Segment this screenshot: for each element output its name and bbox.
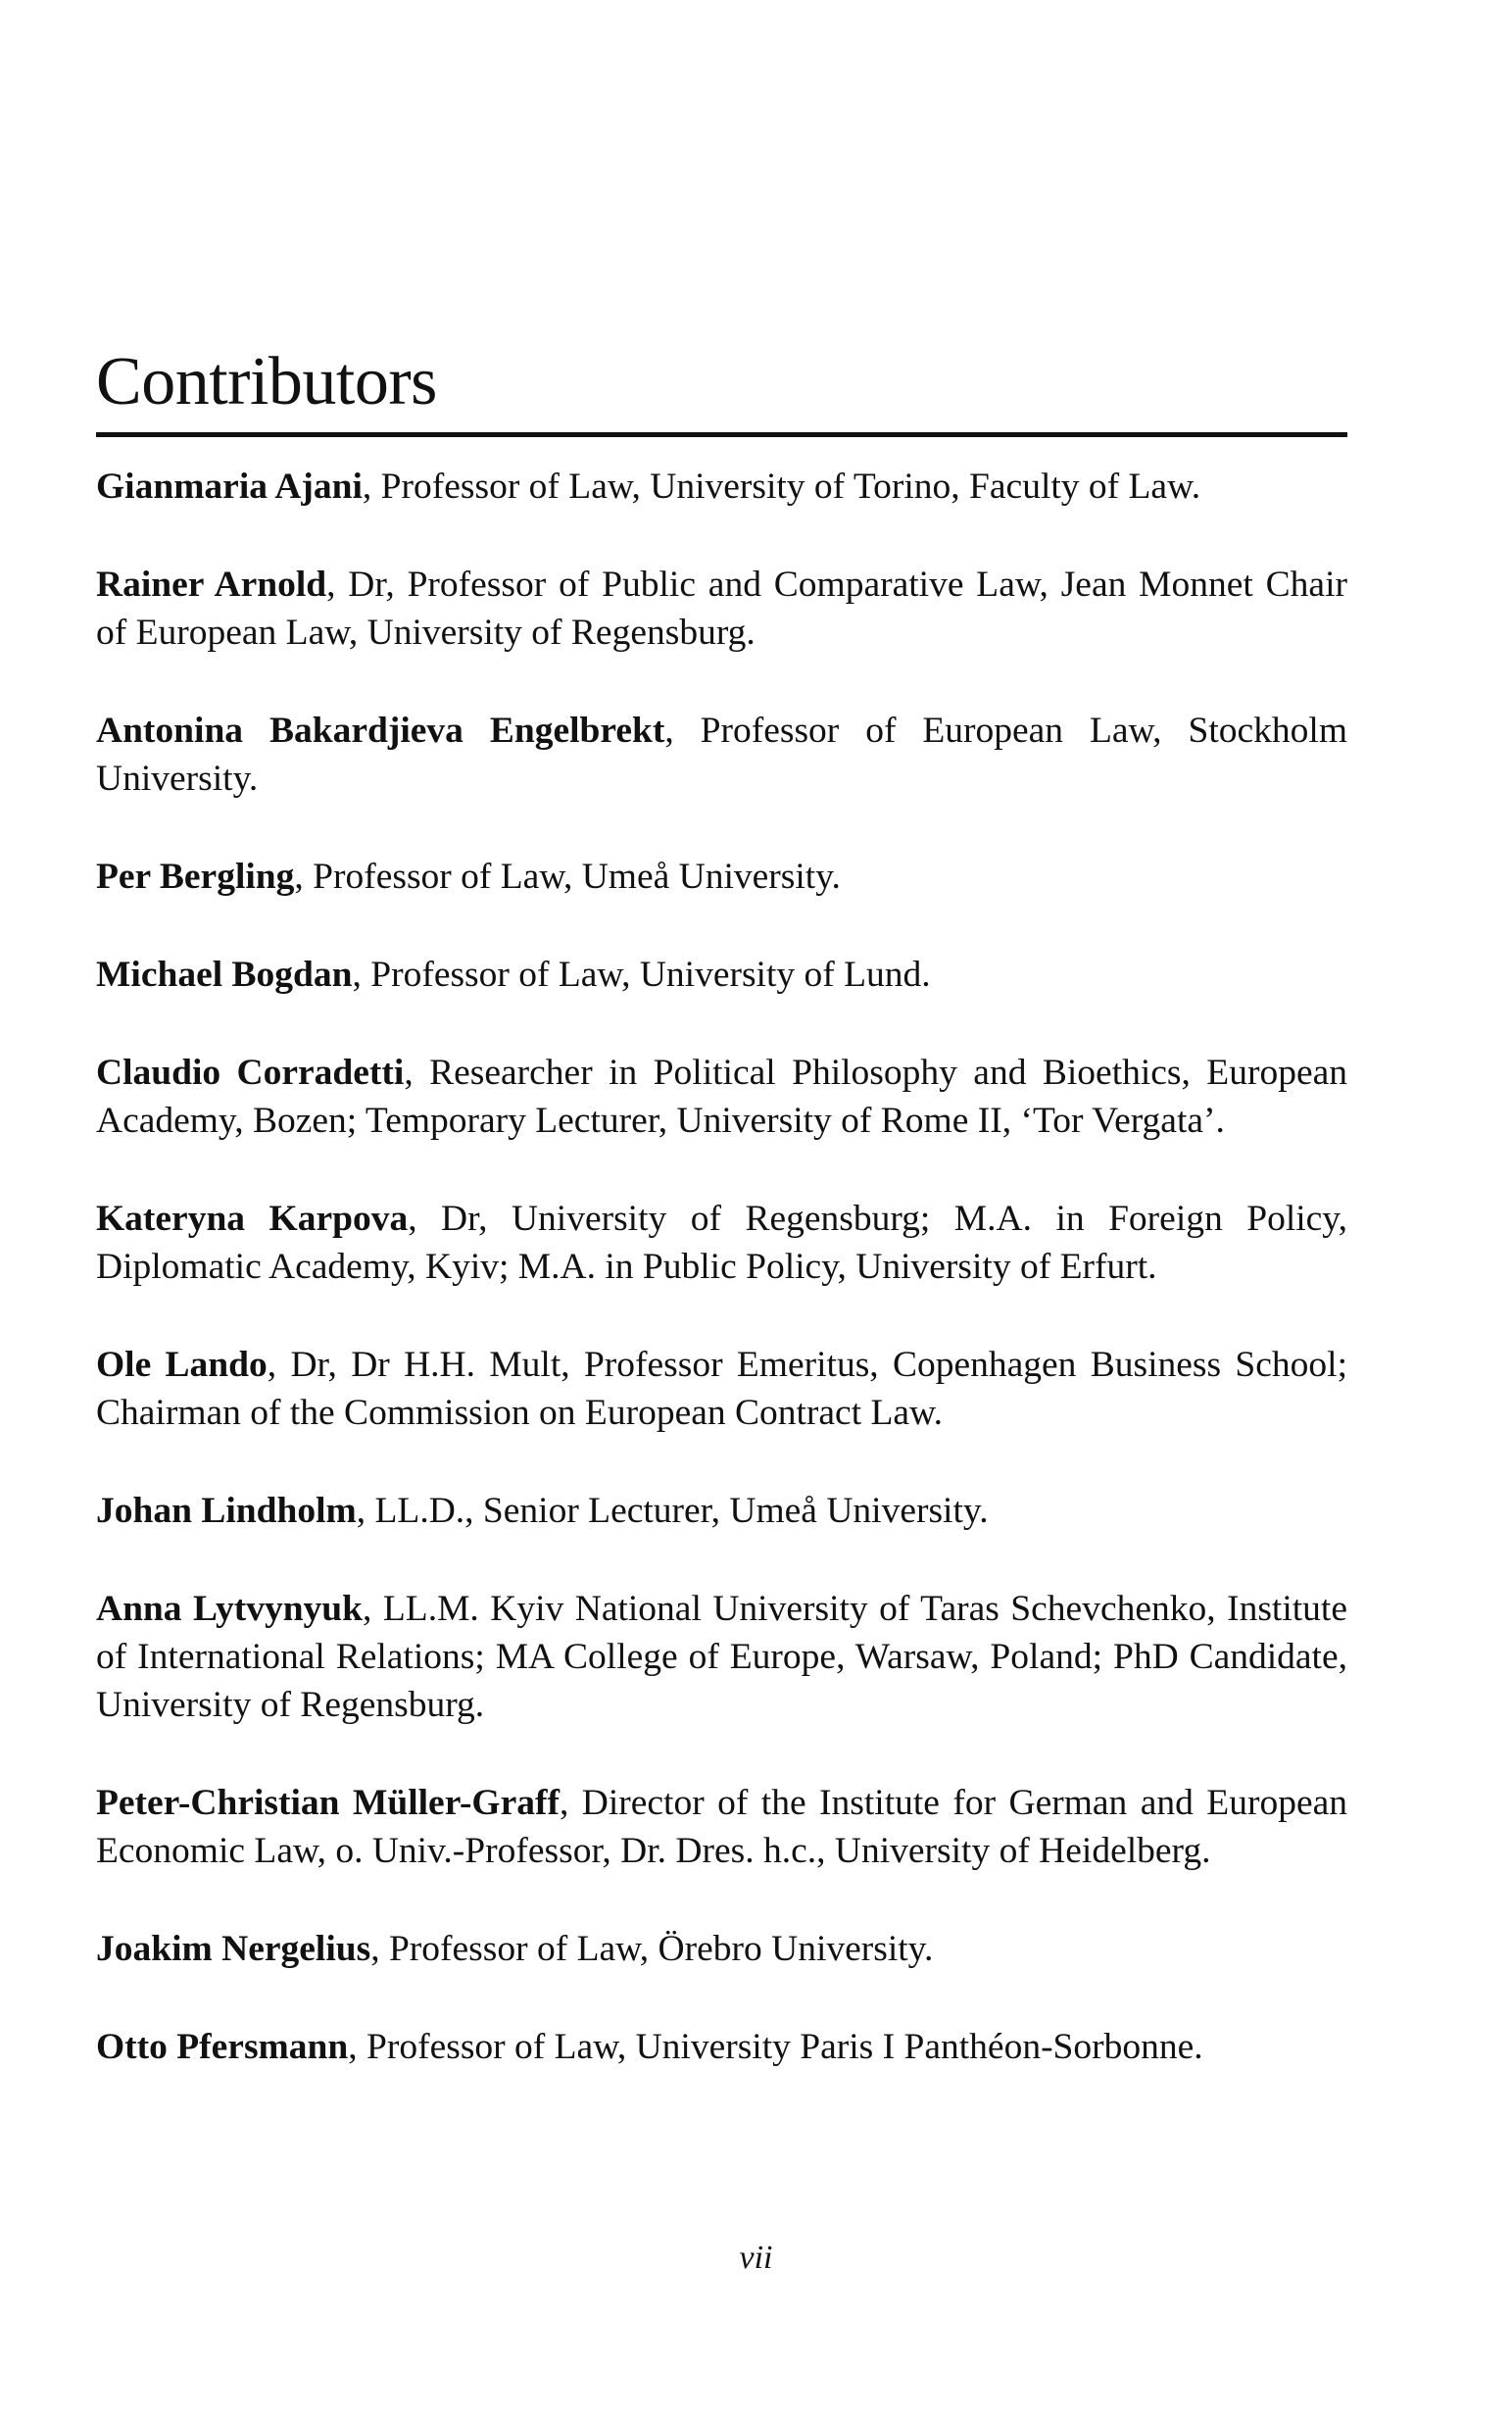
contributor-description: , LL.D., Senior Lecturer, Umeå University. bbox=[356, 1491, 989, 1531]
title-rule bbox=[96, 432, 1347, 437]
contributor-name: Antonina Bakardjieva Engelbrekt bbox=[96, 711, 665, 751]
contributor-name: Anna Lytvynyuk bbox=[96, 1589, 364, 1629]
contributor-name: Michael Bogdan bbox=[96, 955, 353, 995]
contributor-name: Gianmaria Ajani bbox=[96, 467, 363, 507]
contributor-entry bbox=[96, 1487, 1347, 1535]
contributors-list bbox=[96, 463, 1347, 2121]
contributor-entry bbox=[96, 1925, 1347, 1973]
contributor-entry bbox=[96, 853, 1347, 901]
contributor-name: Otto Pfersmann bbox=[96, 2027, 349, 2067]
contributor-description: , Researcher in Political Philosophy and Bioethics, European Academy, Bozen; Temporary Lecturer, University of Rome II, ‘Tor Vergata’. bbox=[96, 1053, 1347, 1141]
contributor-name: Claudio Corradetti bbox=[96, 1053, 405, 1093]
page-number: vii bbox=[739, 2240, 773, 2276]
contributor-name: Per Bergling bbox=[96, 857, 295, 897]
contributor-entry bbox=[96, 463, 1347, 511]
contributor-name: Kateryna Karpova bbox=[96, 1199, 409, 1239]
contributor-description: , Director of the Institute for German and European Economic Law, o. Univ.-Professor, Dr. Dres. h.c., University of Heidelberg. bbox=[96, 1783, 1347, 1871]
contributor-description: , Dr, University of Regensburg; M.A. in Foreign Policy, Diplomatic Academy, Kyiv; M.A. in Public Policy, University of Erfurt. bbox=[96, 1199, 1347, 1287]
contributor-description: , Professor of Law, Umeå University. bbox=[294, 857, 841, 897]
contributor-entry bbox=[96, 2023, 1347, 2071]
contributor-description: , LL.M. Kyiv National University of Taras Schevchenko, Institute of International Relations; MA College of Europe, Warsaw, Poland; PhD Candidate, University of Regensburg. bbox=[96, 1589, 1347, 1725]
contributor-entry bbox=[96, 1195, 1347, 1291]
contributor-entry bbox=[96, 951, 1347, 999]
page-title: Contributors bbox=[96, 344, 437, 419]
contributor-description: , Dr, Dr H.H. Mult, Professor Emeritus, Copenhagen Business School; Chairman of the Commission on European Contract Law. bbox=[96, 1345, 1347, 1433]
contributor-entry bbox=[96, 1049, 1347, 1145]
contributor-name: Rainer Arnold bbox=[96, 565, 327, 605]
contributor-name: Joakim Nergelius bbox=[96, 1929, 371, 1969]
contributor-description: , Dr, Professor of Public and Comparative Law, Jean Monnet Chair of European Law, University of Regensburg. bbox=[96, 565, 1347, 653]
contributor-entry bbox=[96, 561, 1347, 657]
contributor-description: , Professor of European Law, Stockholm University. bbox=[96, 711, 1347, 799]
contributor-description: , Professor of Law, University Paris I Panthéon-Sorbonne. bbox=[348, 2027, 1203, 2067]
contributor-name: Ole Lando bbox=[96, 1345, 268, 1385]
contributor-name: Johan Lindholm bbox=[96, 1491, 357, 1531]
contributor-description: , Professor of Law, Örebro University. bbox=[370, 1929, 934, 1969]
contributor-entry bbox=[96, 1585, 1347, 1729]
contributor-entry bbox=[96, 1779, 1347, 1875]
contributor-entry bbox=[96, 1341, 1347, 1437]
contributor-description: , Professor of Law, University of Lund. bbox=[352, 955, 931, 995]
contributor-name: Peter-Christian Müller-Graff bbox=[96, 1783, 560, 1823]
contributor-entry bbox=[96, 707, 1347, 803]
contributor-description: , Professor of Law, University of Torino, Faculty of Law. bbox=[362, 467, 1201, 507]
